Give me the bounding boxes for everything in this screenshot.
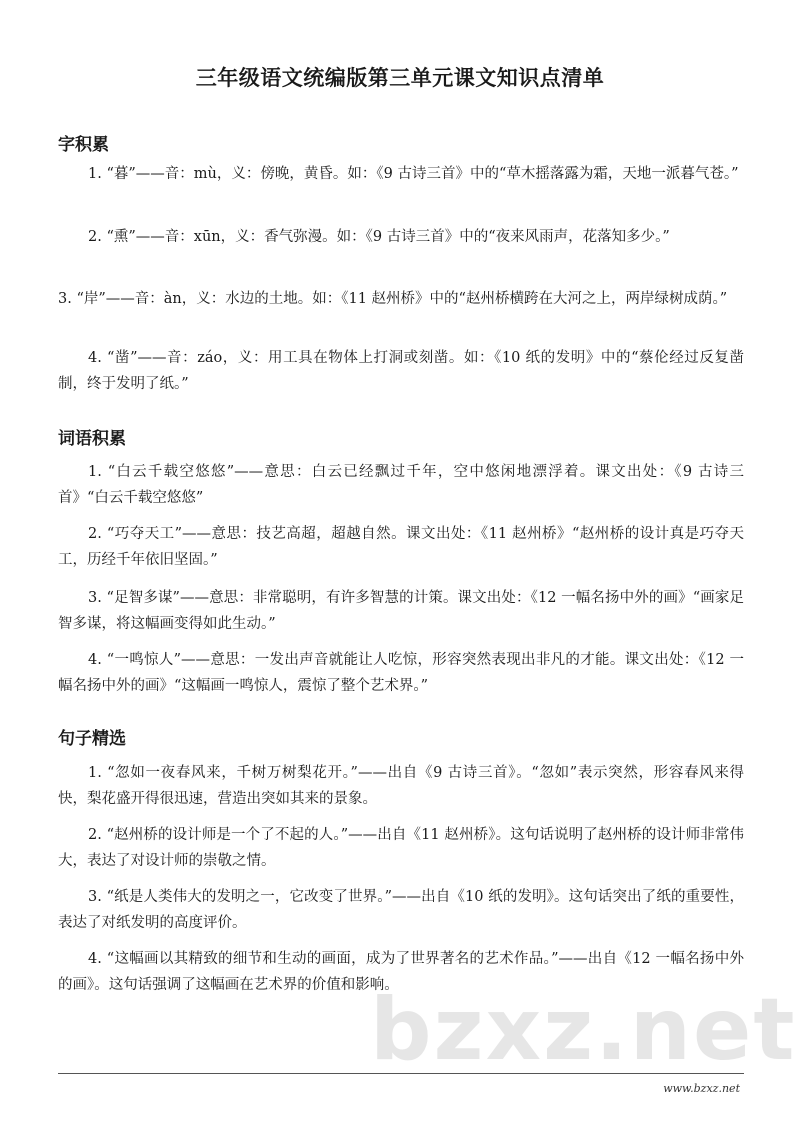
section-heading-word-accumulation: 词语积累 bbox=[58, 429, 126, 449]
list-item: 4. “这幅画以其精致的细节和生动的画面，成为了世界著名的艺术作品。”——出自《12 一幅名扬中外的画》。这句话强调了这幅画在艺术界的价值和影响。 bbox=[58, 951, 744, 993]
footer-divider bbox=[58, 1073, 744, 1074]
section-heading-selected-sentences: 句子精选 bbox=[58, 729, 126, 749]
list-item: 2. “巧夺天工”——意思：技艺高超，超越自然。课文出处：《11 赵州桥》“赵州桥的设计真是巧夺天工，历经千年依旧坚固。” bbox=[58, 526, 744, 568]
document-title: 三年级语文统编版第三单元课文知识点清单 bbox=[195, 65, 605, 90]
footer-url: www.bzxz.net bbox=[663, 1082, 740, 1095]
watermark: bzxz.net bbox=[370, 980, 797, 1080]
list-item: 3. “纸是人类伟大的发明之一，它改变了世界。”——出自《10 纸的发明》。这句话突出了纸的重要性，表达了对纸发明的高度评价。 bbox=[58, 889, 744, 931]
section-heading-character-accumulation: 字积累 bbox=[58, 135, 109, 155]
list-item: 2. “熏”——音：xūn，义：香气弥漫。如：《9 古诗三首》中的“夜来风雨声，花落知多少。” bbox=[88, 229, 670, 245]
list-item: 1. “暮”——音：mù，义：傍晚，黄昏。如：《9 古诗三首》中的“草木摇落露为霜，天地一派暮气苍。” bbox=[88, 166, 739, 182]
list-item: 3. “足智多谋”——意思：非常聪明，有许多智慧的计策。课文出处：《12 一幅名扬中外的画》“画家足智多谋，将这幅画变得如此生动。” bbox=[58, 590, 744, 632]
list-item: 4. “一鸣惊人”——意思：一发出声音就能让人吃惊，形容突然表现出非凡的才能。课文出处：《12 一幅名扬中外的画》“这幅画一鸣惊人，震惊了整个艺术界。” bbox=[58, 652, 744, 694]
list-item: 3. “岸”——音：àn，义：水边的土地。如：《11 赵州桥》中的“赵州桥横跨在大河之上，两岸绿树成荫。” bbox=[58, 291, 728, 307]
list-item: 2. “赵州桥的设计师是一个了不起的人。”——出自《11 赵州桥》。这句话说明了赵州桥的设计师非常伟大，表达了对设计师的崇敬之情。 bbox=[58, 827, 744, 869]
list-item: 1. “白云千载空悠悠”——意思：白云已经飘过千年，空中悠闲地漂浮着。课文出处：《9 古诗三首》“白云千载空悠悠” bbox=[58, 464, 744, 506]
list-item: 4. “凿”——音：záo，义：用工具在物体上打洞或刻凿。如：《10 纸的发明》中的“蔡伦经过反复凿制，终于发明了纸。” bbox=[58, 350, 744, 392]
list-item: 1. “忽如一夜春风来，千树万树梨花开。”——出自《9 古诗三首》。“忽如”表示突然，形容春风来得快，梨花盛开得很迅速，营造出突如其来的景象。 bbox=[58, 765, 744, 807]
